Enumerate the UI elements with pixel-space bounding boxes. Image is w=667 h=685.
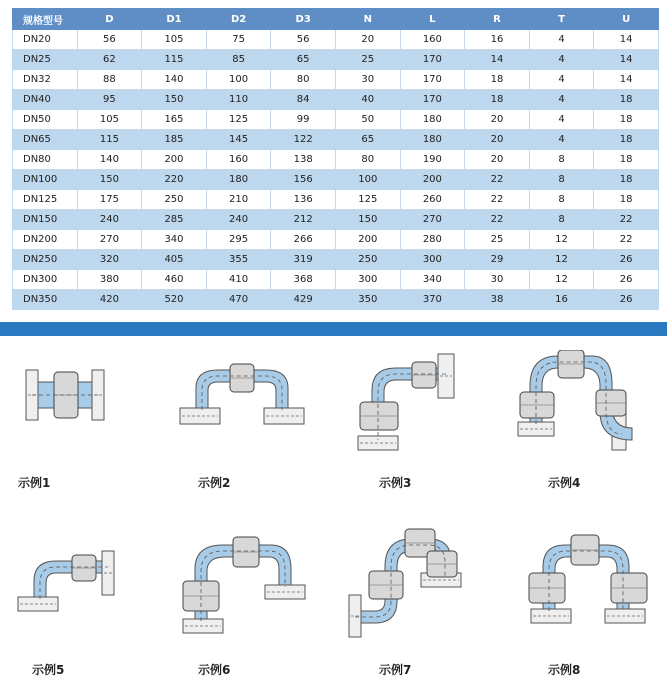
- table-cell: 18: [594, 190, 659, 210]
- table-cell: 140: [142, 70, 207, 90]
- model-cell: DN200: [13, 230, 78, 250]
- table-cell: 368: [271, 270, 336, 290]
- table-cell: 18: [594, 90, 659, 110]
- table-cell: 14: [594, 70, 659, 90]
- table-cell: 115: [142, 50, 207, 70]
- table-cell: 29: [465, 250, 530, 270]
- table-cell: 18: [594, 130, 659, 150]
- table-cell: 4: [529, 110, 594, 130]
- model-cell: DN25: [13, 50, 78, 70]
- table-row: [13, 110, 659, 130]
- table-cell: 170: [400, 90, 465, 110]
- table-cell: 160: [206, 150, 271, 170]
- model-cell: DN350: [13, 290, 78, 310]
- table-cell: 25: [465, 230, 530, 250]
- table-header-cell: 规格型号: [13, 9, 78, 30]
- pipe-joint-diagram-3: [352, 350, 502, 465]
- table-cell: 25: [335, 50, 400, 70]
- table-cell: 88: [77, 70, 142, 90]
- pipe-joint-diagram-1: [18, 350, 168, 465]
- table-cell: 8: [529, 210, 594, 230]
- table-cell: 22: [465, 170, 530, 190]
- spec-table: [12, 8, 659, 310]
- table-header-cell: D1: [142, 9, 207, 30]
- table-cell: 8: [529, 150, 594, 170]
- table-cell: 16: [529, 290, 594, 310]
- table-cell: 56: [271, 30, 336, 50]
- table-row: [13, 290, 659, 310]
- table-cell: 38: [465, 290, 530, 310]
- table-row: [13, 30, 659, 50]
- table-row: [13, 50, 659, 70]
- table-cell: 138: [271, 150, 336, 170]
- table-cell: 125: [335, 190, 400, 210]
- table-cell: 4: [529, 130, 594, 150]
- table-cell: 140: [77, 150, 142, 170]
- table-cell: 340: [142, 230, 207, 250]
- pipe-joint-diagram-2: [172, 350, 322, 465]
- table-cell: 180: [206, 170, 271, 190]
- example-caption: 示例3: [379, 476, 412, 490]
- table-row: [13, 130, 659, 150]
- table-cell: 266: [271, 230, 336, 250]
- table-cell: 16: [465, 30, 530, 50]
- table-cell: 150: [77, 170, 142, 190]
- pipe-joint-diagram-5: [12, 527, 162, 642]
- table-cell: 26: [594, 290, 659, 310]
- table-cell: 260: [400, 190, 465, 210]
- table-header-cell: D3: [271, 9, 336, 30]
- table-cell: 18: [594, 110, 659, 130]
- table-cell: 20: [335, 30, 400, 50]
- table-cell: 180: [400, 130, 465, 150]
- table-cell: 4: [529, 70, 594, 90]
- table-row: [13, 90, 659, 110]
- table-row: [13, 250, 659, 270]
- table-cell: 300: [400, 250, 465, 270]
- pipe-joint-diagram-7: [345, 527, 495, 642]
- table-header-cell: D: [77, 9, 142, 30]
- example-1: [18, 350, 168, 505]
- example-caption: 示例2: [198, 476, 231, 490]
- table-row: [13, 70, 659, 90]
- table-cell: 30: [335, 70, 400, 90]
- table-row: [13, 190, 659, 210]
- table-cell: 185: [142, 130, 207, 150]
- model-cell: DN300: [13, 270, 78, 290]
- table-cell: 26: [594, 270, 659, 290]
- model-cell: DN150: [13, 210, 78, 230]
- model-cell: DN250: [13, 250, 78, 270]
- model-cell: DN80: [13, 150, 78, 170]
- table-row: [13, 150, 659, 170]
- table-cell: 200: [142, 150, 207, 170]
- table-row: [13, 230, 659, 250]
- table-cell: 22: [465, 190, 530, 210]
- table-cell: 18: [465, 70, 530, 90]
- table-cell: 320: [77, 250, 142, 270]
- table-cell: 4: [529, 30, 594, 50]
- table-cell: 125: [206, 110, 271, 130]
- table-cell: 8: [529, 190, 594, 210]
- table-cell: 370: [400, 290, 465, 310]
- table-cell: 200: [335, 230, 400, 250]
- table-cell: 75: [206, 30, 271, 50]
- table-cell: 40: [335, 90, 400, 110]
- table-cell: 84: [271, 90, 336, 110]
- table-cell: 250: [142, 190, 207, 210]
- table-cell: 99: [271, 110, 336, 130]
- table-cell: 14: [594, 50, 659, 70]
- table-header-cell: T: [529, 9, 594, 30]
- table-cell: 270: [77, 230, 142, 250]
- pipe-joint-diagram-8: [515, 527, 665, 642]
- table-row: [13, 270, 659, 290]
- table-cell: 285: [142, 210, 207, 230]
- example-caption: 示例8: [548, 663, 581, 677]
- table-cell: 470: [206, 290, 271, 310]
- spec-table-body: [13, 9, 659, 310]
- example-3: [352, 350, 502, 505]
- table-cell: 200: [400, 170, 465, 190]
- table-cell: 460: [142, 270, 207, 290]
- table-cell: 50: [335, 110, 400, 130]
- model-cell: DN20: [13, 30, 78, 50]
- table-row: [13, 170, 659, 190]
- table-cell: 175: [77, 190, 142, 210]
- table-cell: 145: [206, 130, 271, 150]
- model-cell: DN65: [13, 130, 78, 150]
- table-cell: 240: [206, 210, 271, 230]
- section-divider: [0, 322, 667, 336]
- table-cell: 420: [77, 290, 142, 310]
- model-cell: DN125: [13, 190, 78, 210]
- table-cell: 65: [335, 130, 400, 150]
- table-header-row: [13, 9, 659, 30]
- table-cell: 250: [335, 250, 400, 270]
- table-cell: 180: [400, 110, 465, 130]
- table-cell: 22: [465, 210, 530, 230]
- table-cell: 18: [465, 90, 530, 110]
- table-cell: 405: [142, 250, 207, 270]
- table-cell: 165: [142, 110, 207, 130]
- table-cell: 210: [206, 190, 271, 210]
- table-cell: 100: [206, 70, 271, 90]
- example-2: [172, 350, 322, 505]
- pipe-joint-diagram-6: [175, 527, 325, 642]
- table-cell: 190: [400, 150, 465, 170]
- table-cell: 20: [465, 150, 530, 170]
- table-cell: 22: [594, 210, 659, 230]
- table-cell: 4: [529, 50, 594, 70]
- table-cell: 20: [465, 130, 530, 150]
- table-cell: 26: [594, 250, 659, 270]
- example-5: [12, 527, 162, 682]
- table-cell: 14: [465, 50, 530, 70]
- pipe-joint-diagram-4: [512, 350, 662, 465]
- table-cell: 429: [271, 290, 336, 310]
- table-cell: 80: [271, 70, 336, 90]
- example-caption: 示例1: [18, 476, 51, 490]
- example-caption: 示例5: [32, 663, 65, 677]
- table-cell: 12: [529, 250, 594, 270]
- example-caption: 示例7: [379, 663, 412, 677]
- table-cell: 240: [77, 210, 142, 230]
- table-cell: 160: [400, 30, 465, 50]
- table-cell: 62: [77, 50, 142, 70]
- table-cell: 170: [400, 70, 465, 90]
- table-cell: 300: [335, 270, 400, 290]
- table-cell: 156: [271, 170, 336, 190]
- table-cell: 150: [335, 210, 400, 230]
- table-header-cell: U: [594, 9, 659, 30]
- table-cell: 380: [77, 270, 142, 290]
- table-cell: 220: [142, 170, 207, 190]
- table-cell: 170: [400, 50, 465, 70]
- table-cell: 136: [271, 190, 336, 210]
- example-caption: 示例4: [548, 476, 581, 490]
- table-header-cell: L: [400, 9, 465, 30]
- model-cell: DN32: [13, 70, 78, 90]
- table-cell: 270: [400, 210, 465, 230]
- table-cell: 355: [206, 250, 271, 270]
- table-cell: 20: [465, 110, 530, 130]
- table-cell: 115: [77, 130, 142, 150]
- table-cell: 350: [335, 290, 400, 310]
- table-header-cell: R: [465, 9, 530, 30]
- table-cell: 4: [529, 90, 594, 110]
- table-cell: 122: [271, 130, 336, 150]
- table-cell: 18: [594, 170, 659, 190]
- example-6: [175, 527, 325, 682]
- table-cell: 85: [206, 50, 271, 70]
- table-cell: 105: [77, 110, 142, 130]
- example-4: [512, 350, 662, 505]
- table-cell: 12: [529, 270, 594, 290]
- model-cell: DN40: [13, 90, 78, 110]
- example-7: [345, 527, 495, 682]
- table-cell: 212: [271, 210, 336, 230]
- table-cell: 8: [529, 170, 594, 190]
- table-cell: 520: [142, 290, 207, 310]
- table-cell: 12: [529, 230, 594, 250]
- table-cell: 100: [335, 170, 400, 190]
- table-cell: 105: [142, 30, 207, 50]
- table-row: [13, 210, 659, 230]
- table-cell: 65: [271, 50, 336, 70]
- table-cell: 80: [335, 150, 400, 170]
- table-cell: 95: [77, 90, 142, 110]
- table-header-cell: D2: [206, 9, 271, 30]
- example-8: [515, 527, 665, 682]
- table-cell: 30: [465, 270, 530, 290]
- example-caption: 示例6: [198, 663, 231, 677]
- table-cell: 340: [400, 270, 465, 290]
- table-cell: 14: [594, 30, 659, 50]
- table-cell: 410: [206, 270, 271, 290]
- table-cell: 295: [206, 230, 271, 250]
- table-cell: 150: [142, 90, 207, 110]
- model-cell: DN100: [13, 170, 78, 190]
- table-cell: 18: [594, 150, 659, 170]
- table-cell: 22: [594, 230, 659, 250]
- table-cell: 56: [77, 30, 142, 50]
- table-cell: 319: [271, 250, 336, 270]
- model-cell: DN50: [13, 110, 78, 130]
- table-cell: 280: [400, 230, 465, 250]
- table-header-cell: N: [335, 9, 400, 30]
- table-cell: 110: [206, 90, 271, 110]
